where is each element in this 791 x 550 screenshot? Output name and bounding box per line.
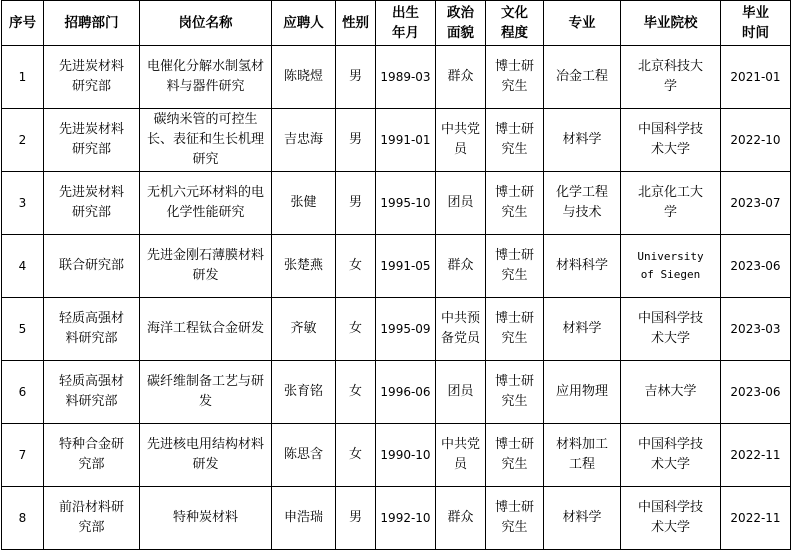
header-gender: 性别 [336, 1, 376, 46]
cell-birth: 1990-10 [376, 424, 436, 487]
cell-school: 中国科学技术大学 [621, 487, 721, 550]
table-row [2, 487, 791, 550]
cell-position: 电催化分解水制氢材料与器件研究 [140, 46, 272, 109]
cell-school: 吉林大学 [621, 361, 721, 424]
header-dept: 招聘部门 [44, 1, 140, 46]
cell-education: 博士研究生 [486, 109, 544, 172]
header-row [2, 1, 791, 46]
cell-major: 材料学 [544, 109, 621, 172]
cell-name: 吉忠海 [272, 109, 336, 172]
table-row [2, 235, 791, 298]
cell-major: 材料学 [544, 487, 621, 550]
cell-education: 博士研究生 [486, 298, 544, 361]
header-major: 专业 [544, 1, 621, 46]
cell-major: 化学工程与技术 [544, 172, 621, 235]
cell-major: 材料加工工程 [544, 424, 621, 487]
cell-gender: 女 [336, 235, 376, 298]
cell-name: 张健 [272, 172, 336, 235]
table-row [2, 109, 791, 172]
cell-seq: 7 [2, 424, 44, 487]
cell-gender: 男 [336, 46, 376, 109]
cell-school: University of Siegen [621, 235, 721, 298]
cell-politics: 团员 [436, 361, 486, 424]
cell-education: 博士研究生 [486, 487, 544, 550]
cell-name: 张育铭 [272, 361, 336, 424]
cell-position: 先进核电用结构材料研发 [140, 424, 272, 487]
cell-politics: 中共党员 [436, 424, 486, 487]
cell-education: 博士研究生 [486, 235, 544, 298]
header-name: 应聘人 [272, 1, 336, 46]
header-school: 毕业院校 [621, 1, 721, 46]
cell-birth: 1989-03 [376, 46, 436, 109]
cell-seq: 3 [2, 172, 44, 235]
cell-grad: 2023-07 [721, 172, 791, 235]
table-row [2, 298, 791, 361]
cell-gender: 女 [336, 361, 376, 424]
cell-dept: 先进炭材料研究部 [44, 109, 140, 172]
cell-grad: 2022-11 [721, 424, 791, 487]
cell-birth: 1995-10 [376, 172, 436, 235]
header-education: 文化程度 [486, 1, 544, 46]
cell-seq: 8 [2, 487, 44, 550]
cell-position: 先进金刚石薄膜材料研发 [140, 235, 272, 298]
cell-school: 中国科学技术大学 [621, 109, 721, 172]
table-row [2, 424, 791, 487]
cell-politics: 中共预备党员 [436, 298, 486, 361]
cell-birth: 1991-05 [376, 235, 436, 298]
cell-gender: 女 [336, 298, 376, 361]
header-seq: 序号 [2, 1, 44, 46]
cell-grad: 2023-03 [721, 298, 791, 361]
cell-grad: 2021-01 [721, 46, 791, 109]
cell-name: 陈思含 [272, 424, 336, 487]
cell-name: 申浩瑞 [272, 487, 336, 550]
cell-seq: 1 [2, 46, 44, 109]
cell-seq: 4 [2, 235, 44, 298]
cell-gender: 男 [336, 109, 376, 172]
cell-politics: 团员 [436, 172, 486, 235]
cell-position: 海洋工程钛合金研发 [140, 298, 272, 361]
table-row [2, 46, 791, 109]
cell-education: 博士研究生 [486, 361, 544, 424]
cell-major: 应用物理 [544, 361, 621, 424]
header-position: 岗位名称 [140, 1, 272, 46]
cell-politics: 群众 [436, 235, 486, 298]
cell-politics: 群众 [436, 46, 486, 109]
cell-dept: 先进炭材料研究部 [44, 46, 140, 109]
cell-name: 张楚燕 [272, 235, 336, 298]
cell-name: 陈晓煜 [272, 46, 336, 109]
cell-position: 碳纤维制备工艺与研发 [140, 361, 272, 424]
cell-education: 博士研究生 [486, 424, 544, 487]
cell-politics: 群众 [436, 487, 486, 550]
cell-dept: 先进炭材料研究部 [44, 172, 140, 235]
cell-school: 北京化工大学 [621, 172, 721, 235]
cell-gender: 男 [336, 172, 376, 235]
cell-dept: 联合研究部 [44, 235, 140, 298]
header-grad: 毕业时间 [721, 1, 791, 46]
cell-birth: 1996-06 [376, 361, 436, 424]
cell-seq: 2 [2, 109, 44, 172]
table-row [2, 172, 791, 235]
cell-grad: 2023-06 [721, 235, 791, 298]
cell-major: 材料科学 [544, 235, 621, 298]
cell-school: 中国科学技术大学 [621, 298, 721, 361]
cell-education: 博士研究生 [486, 172, 544, 235]
cell-position: 碳纳米管的可控生长、表征和生长机理研究 [140, 109, 272, 172]
cell-school: 中国科学技术大学 [621, 424, 721, 487]
recruitment-table [1, 0, 791, 550]
cell-seq: 5 [2, 298, 44, 361]
cell-seq: 6 [2, 361, 44, 424]
cell-school: 北京科技大学 [621, 46, 721, 109]
cell-major: 冶金工程 [544, 46, 621, 109]
cell-dept: 轻质高强材料研究部 [44, 298, 140, 361]
cell-gender: 男 [336, 487, 376, 550]
cell-birth: 1992-10 [376, 487, 436, 550]
cell-position: 特种炭材料 [140, 487, 272, 550]
cell-education: 博士研究生 [486, 46, 544, 109]
cell-dept: 轻质高强材料研究部 [44, 361, 140, 424]
cell-grad: 2023-06 [721, 361, 791, 424]
cell-gender: 女 [336, 424, 376, 487]
cell-name: 齐敏 [272, 298, 336, 361]
cell-birth: 1995-09 [376, 298, 436, 361]
cell-dept: 前沿材料研究部 [44, 487, 140, 550]
cell-dept: 特种合金研究部 [44, 424, 140, 487]
cell-position: 无机六元环材料的电化学性能研究 [140, 172, 272, 235]
cell-politics: 中共党员 [436, 109, 486, 172]
cell-grad: 2022-11 [721, 487, 791, 550]
table-row [2, 361, 791, 424]
header-birth: 出生年月 [376, 1, 436, 46]
cell-major: 材料学 [544, 298, 621, 361]
cell-birth: 1991-01 [376, 109, 436, 172]
table-body [2, 46, 791, 550]
cell-grad: 2022-10 [721, 109, 791, 172]
header-politics: 政治面貌 [436, 1, 486, 46]
